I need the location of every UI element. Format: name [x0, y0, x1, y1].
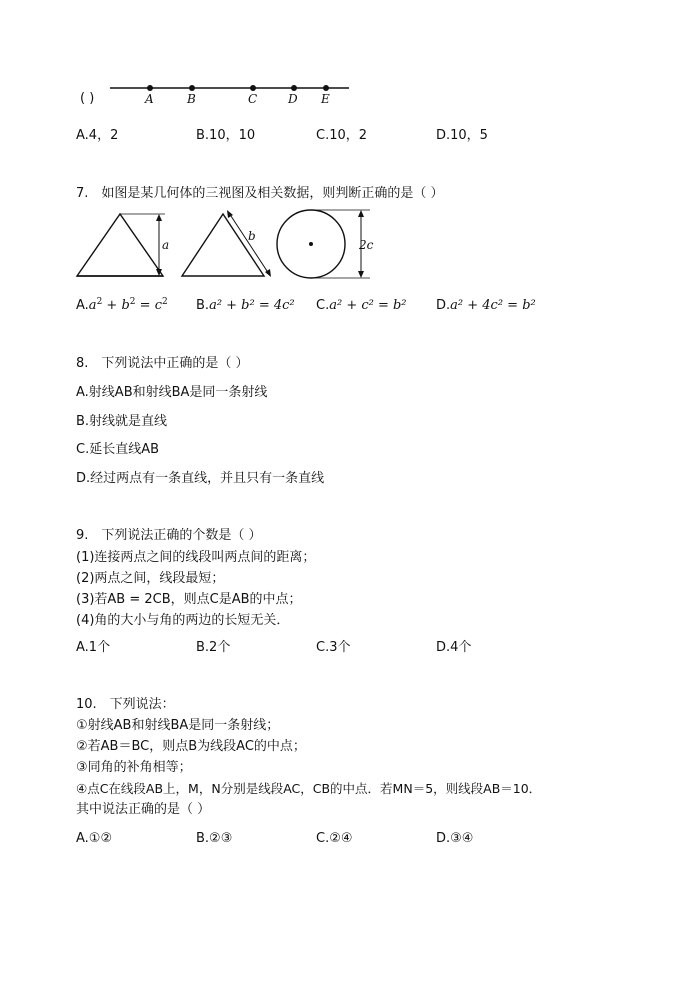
q6-bracket: ( ) — [80, 91, 95, 106]
q10-option-d[interactable]: D.③④ — [436, 831, 474, 846]
q10-item-2: ②若AB＝BC，则点B为线段AC的中点； — [76, 739, 306, 754]
q7-option-d[interactable]: D.a² + 4c² = b² — [436, 298, 536, 313]
q9-item-4: (4)角的大小与角的两边的长短无关． — [76, 613, 290, 628]
q8-option-d[interactable]: D.经过两点有一条直线，并且只有一条直线 — [76, 471, 325, 486]
side-view-triangle — [182, 214, 264, 276]
point-e — [323, 85, 329, 91]
q10-option-a[interactable]: A.①② — [76, 831, 113, 846]
q9-item-1: (1)连接两点之间的线段叫两点间的距离； — [76, 550, 316, 565]
q9-item-2: (2)两点之间，线段最短； — [76, 571, 225, 586]
point-d — [291, 85, 297, 91]
label-a: a — [162, 238, 170, 252]
point-c — [250, 85, 256, 91]
q6-option-a[interactable]: A.4，2 — [76, 128, 119, 143]
q8-option-a[interactable]: A.射线AB和射线BA是同一条射线 — [76, 385, 268, 400]
q7-option-b[interactable]: B.a² + b² = 4c² — [196, 298, 295, 313]
q10-stem: 10. 下列说法： — [76, 697, 175, 712]
q8-stem: 8. 下列说法中正确的是（ ） — [76, 356, 249, 371]
q7-three-views-figure — [70, 204, 390, 284]
q7-option-a[interactable]: $A.a^2 + b^2 = c^2$ — [76, 297, 168, 313]
q8-option-b[interactable]: B.射线就是直线 — [76, 414, 168, 429]
label-e: E — [321, 92, 330, 106]
q6-number-line-figure — [105, 78, 355, 108]
point-b — [189, 85, 195, 91]
q7-stem: 7. 如图是某几何体的三视图及相关数据，则判断正确的是（ ） — [76, 186, 444, 201]
q9-option-d[interactable]: D.4个 — [436, 640, 472, 655]
q10-conclusion: 其中说法正确的是（ ） — [76, 802, 211, 817]
label-b: B — [187, 92, 196, 106]
q7-option-c[interactable]: C.a² + c² = b² — [316, 298, 407, 313]
q10-option-c[interactable]: C.②④ — [316, 831, 353, 846]
front-view-triangle — [77, 214, 163, 276]
q9-option-a[interactable]: A.1个 — [76, 640, 111, 655]
point-a — [147, 85, 153, 91]
q9-option-b[interactable]: B.2个 — [196, 640, 231, 655]
q6-option-c[interactable]: C.10，2 — [316, 128, 368, 143]
q9-option-c[interactable]: C.3个 — [316, 640, 351, 655]
q8-option-c[interactable]: C.延长直线AB — [76, 442, 160, 457]
label-a: A — [145, 92, 154, 106]
label-b: b — [248, 229, 256, 243]
label-2c: 2c — [359, 238, 374, 252]
q6-option-b[interactable]: B.10，10 — [196, 128, 256, 143]
slant-b-arrow — [229, 213, 269, 274]
q9-stem: 9. 下列说法正确的个数是（ ） — [76, 528, 262, 543]
q10-option-b[interactable]: B.②③ — [196, 831, 233, 846]
q9-item-3: (3)若AB = 2CB，则点C是AB的中点； — [76, 592, 302, 607]
center-dot — [309, 242, 313, 246]
q10-item-3: ③同角的补角相等； — [76, 760, 192, 775]
q6-option-d[interactable]: D.10，5 — [436, 128, 488, 143]
label-d: D — [288, 92, 298, 106]
q10-item-1: ①射线AB和射线BA是同一条射线； — [76, 718, 280, 733]
label-c: C — [248, 92, 258, 106]
q10-item-4: ④点C在线段AB上，M，N分别是线段AC，CB的中点．若MN＝5，则线段AB＝10． — [76, 781, 542, 796]
